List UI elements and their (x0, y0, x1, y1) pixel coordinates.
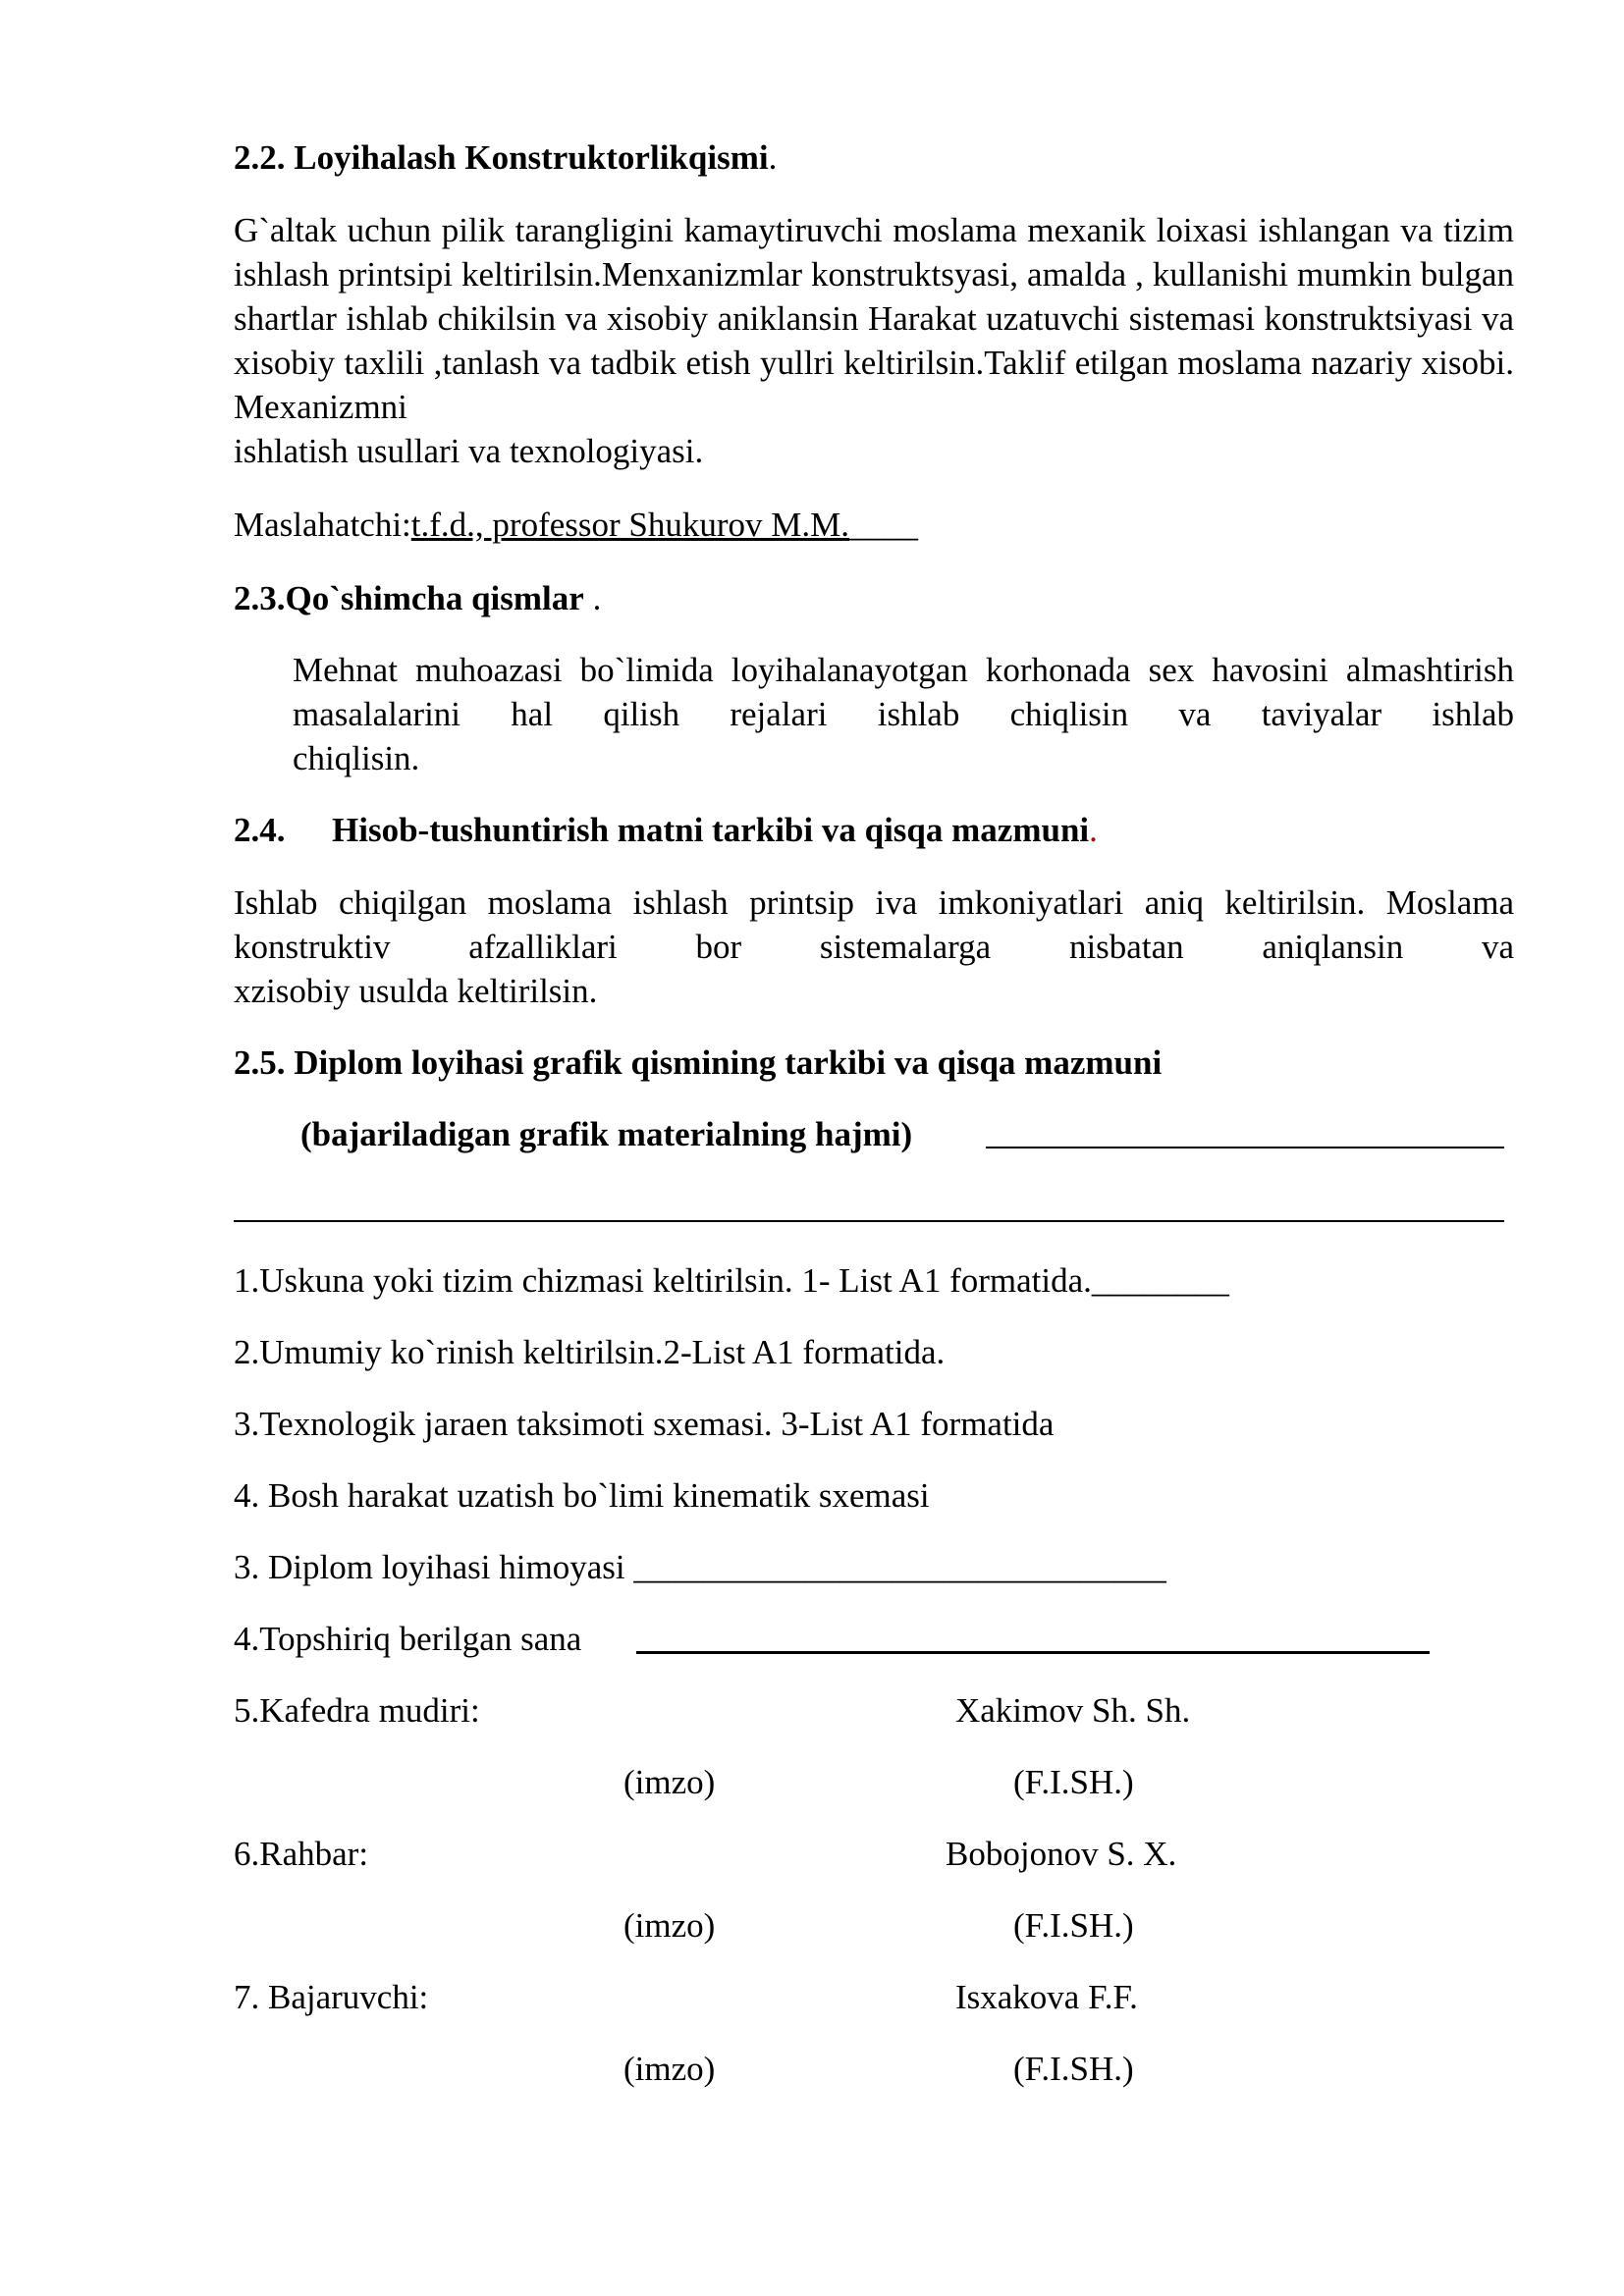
paragraph-line: G`altak uchun pilik tarangligini kamaytiruvchi moslama mexanik loixasi (234, 211, 1248, 249)
section-2-3-heading: 2.3.Qo`shimcha qismlar . (234, 579, 602, 617)
paragraph-line: ishlatish usullari va texnologiyasi. (234, 432, 704, 470)
section-2-5-heading: 2.5. Diplom loyihasi grafik qismining tarkibi va qisqa mazmuni (234, 1043, 1163, 1082)
signature-caption: (imzo) (623, 1906, 716, 1945)
paragraph-line: xzisobiy usulda keltirilsin. (234, 972, 598, 1010)
list-item: 4.Topshiriq berilgan sana (234, 1620, 582, 1658)
signature-label-executor: 7. Bajaruvchi: (234, 1978, 429, 2016)
paragraph-line: Ishlab chiqilgan moslama ishlash printsip iva imkoniyatlari aniq keltirilsin. (234, 883, 1366, 922)
signature-name-executor: Isxakova F.F. (955, 1978, 1138, 2016)
signature-caption: (imzo) (623, 1763, 716, 1801)
section-2-5-subheading: (bajariladigan grafik materialning hajmi) (300, 1115, 913, 1153)
section-2-2-paragraph (234, 208, 1514, 473)
section-2-2-heading: 2.2. Loyihalash Konstruktorlikqismi. (234, 138, 778, 177)
signature-caption: (imzo) (623, 2050, 716, 2088)
paragraph-line: Harakat uzatuvchi sistemasi konstruktsiyasi va xisobiy taxlili ,tanlash va tadbik (234, 299, 1514, 382)
fill-in-underline (986, 1147, 1504, 1148)
list-item: 3. Diplom loyihasi himoyasi _______________________________ (234, 1548, 1166, 1586)
paragraph-line: chiqlisin. (293, 739, 420, 777)
list-item: 1.Uskuna yoki tizim chizmasi keltirilsin. 1- List A1 formatida.________ (234, 1261, 1229, 1300)
paragraph-line: etish yullri keltirilsin.Taklif etilgan moslama nazariy xisobi. Mexanizmni (234, 344, 1514, 426)
signature-name-head: Xakimov Sh. Sh. (955, 1691, 1191, 1730)
date-underline (636, 1651, 1430, 1654)
section-2-4-paragraph (234, 881, 1514, 1013)
paragraph-line: ishlangan va tizim ishlash printsipi keltirilsin.Menxanizmlar konstruktsyasi, (234, 211, 1515, 294)
paragraph-line: Mehnat muhoazasi bo`limida loyihalanayotgan korhonada sex havosini (293, 651, 1328, 689)
fill-in-underline (234, 1220, 1504, 1222)
name-caption: (F.I.SH.) (1013, 1763, 1134, 1801)
signature-label-supervisor: 6.Rahbar: (234, 1835, 369, 1873)
signature-name-supervisor: Bobojonov S. X. (946, 1835, 1177, 1873)
advisor-line: Maslahatchi:t.f.d., professor Shukurov M.M.____ (234, 506, 919, 544)
list-item: 2.Umumiy ko`rinish keltirilsin.2-List A1 formatida. (234, 1333, 946, 1371)
section-2-4-heading: 2.4. Hisob-tushuntirish matni tarkibi va qisqa mazmuni. (234, 811, 1098, 849)
section-2-3-paragraph (293, 648, 1514, 780)
signature-label-head: 5.Kafedra mudiri: (234, 1691, 480, 1730)
paragraph-line: almashtirish masalalarini hal qilish rejalari ishlab chiqlisin va taviyalar ishlab (293, 651, 1514, 733)
name-caption: (F.I.SH.) (1013, 1906, 1134, 1945)
list-item: 4. Bosh harakat uzatish bo`limi kinematik sxemasi (234, 1476, 930, 1515)
advisor-name: t.f.d., professor Shukurov M.M. (410, 506, 850, 544)
list-item: 3.Texnologik jaraen taksimoti sxemasi. 3-List A1 formatida (234, 1405, 1055, 1443)
paragraph-line: amalda , kullanishi mumkin bulgan shartlar ishlab chikilsin va xisobiy aniklansin (234, 255, 1514, 338)
paragraph-line: Moslama konstruktiv afzalliklari bor sistemalarga nisbatan aniqlansin va (234, 883, 1514, 966)
name-caption: (F.I.SH.) (1013, 2050, 1134, 2088)
